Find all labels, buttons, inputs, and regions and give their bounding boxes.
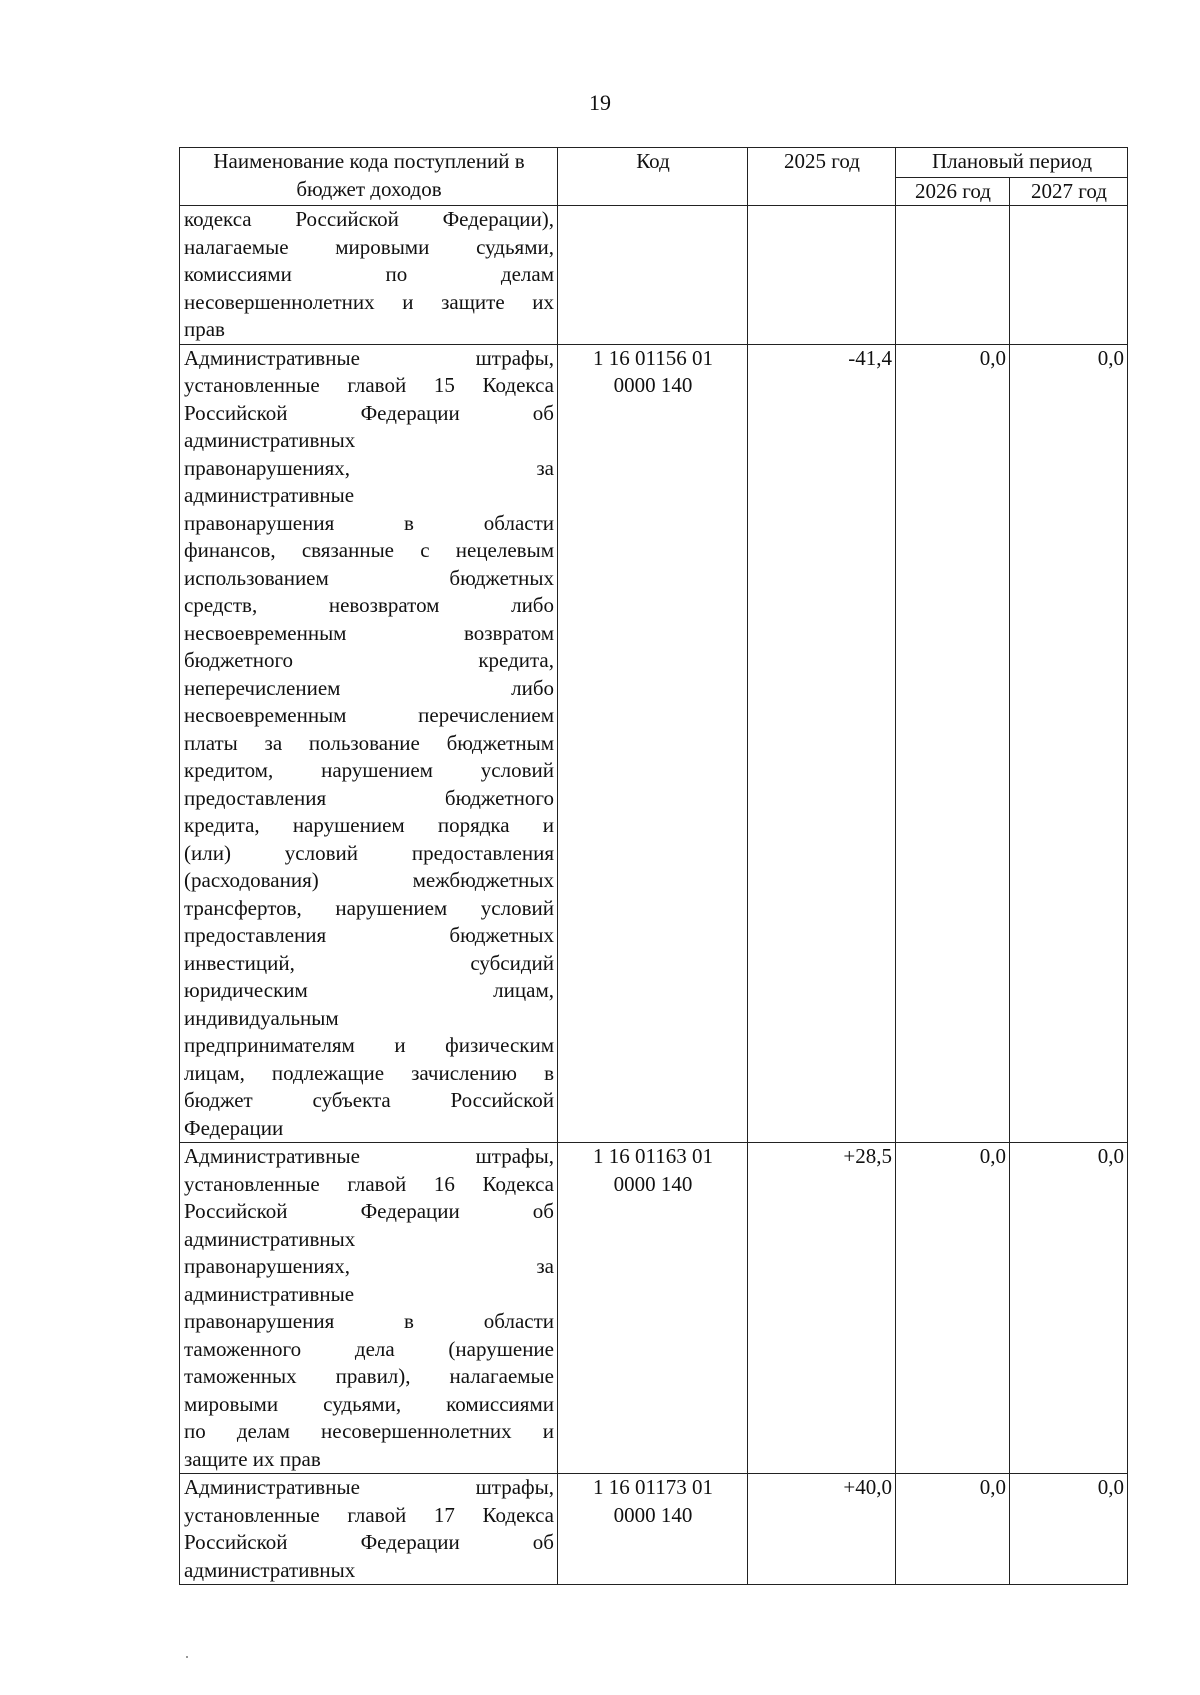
- header-code: Код: [558, 148, 748, 206]
- name-line: бюджет субъекта Российской: [184, 1088, 554, 1112]
- name-line: платы за пользование бюджетным: [184, 730, 554, 755]
- row-code: [558, 1474, 748, 1585]
- name-line: кредитом, нарушением условий: [184, 758, 554, 782]
- row-code: [558, 1143, 748, 1474]
- name-line: установленные главой 15 Кодекса: [184, 373, 554, 397]
- name-line: использованием бюджетных: [184, 565, 554, 590]
- name-line: предоставления бюджетного: [184, 785, 554, 810]
- row-2026: 0,0: [896, 1143, 1010, 1474]
- name-line: таможенного дела (нарушение: [184, 1336, 554, 1361]
- row-2026: 0,0: [896, 344, 1010, 1143]
- row-2025: -41,4: [748, 344, 896, 1143]
- name-line: кодекса Российской Федерации),: [184, 207, 554, 231]
- name-line: предпринимателям и физическим: [184, 1033, 554, 1057]
- page-number: 19: [589, 90, 611, 115]
- row-name: [180, 206, 558, 345]
- name-line: Административные штрафы,: [184, 1475, 554, 1499]
- name-line: установленные главой 17 Кодекса: [184, 1502, 554, 1527]
- name-line: таможенных правил), налагаемые: [184, 1364, 554, 1388]
- name-line: несвоевременным возвратом: [184, 620, 554, 645]
- name-line: правонарушениях, за: [184, 455, 554, 480]
- name-line: защите их прав: [184, 1446, 321, 1471]
- name-line: административных: [184, 428, 356, 452]
- table-row: [180, 206, 1128, 345]
- name-line: несвоевременным перечислением: [184, 703, 554, 727]
- row-code: [558, 206, 748, 345]
- name-line: правонарушениях, за: [184, 1254, 554, 1278]
- name-line: Российской Федерации об: [184, 400, 554, 425]
- row-name: [180, 1474, 558, 1585]
- name-line: несовершеннолетних и защите их: [184, 289, 554, 314]
- name-line: лицам, подлежащие зачислению в: [184, 1060, 554, 1085]
- row-2027: 0,0: [1010, 1143, 1128, 1474]
- name-line: административные: [184, 1281, 355, 1306]
- header-2026: 2026 год: [896, 178, 1010, 206]
- name-line: налагаемые мировыми судьями,: [184, 234, 554, 259]
- row-code: [558, 344, 748, 1143]
- name-line: бюджетного кредита,: [184, 648, 554, 672]
- header-name: Наименование кода поступлений в бюджет доходов: [180, 148, 558, 206]
- row-2026: [896, 206, 1010, 345]
- table-row: [180, 344, 1128, 1143]
- name-line: правонарушения в области: [184, 510, 554, 535]
- code-line: 1 16 01163 01: [593, 1144, 713, 1168]
- header-planned-period: Плановый период: [896, 148, 1128, 178]
- name-line: средств, невозвратом либо: [184, 593, 554, 617]
- name-line: индивидуальным: [184, 1005, 339, 1030]
- row-2027: [1010, 206, 1128, 345]
- name-line: административные: [184, 483, 355, 507]
- name-line: юридическим лицам,: [184, 978, 554, 1002]
- header-2025: 2025 год: [748, 148, 896, 206]
- row-2025: +40,0: [748, 1474, 896, 1585]
- row-2026: 0,0: [896, 1474, 1010, 1585]
- name-line: (расходования) межбюджетных: [184, 868, 554, 892]
- row-2027: 0,0: [1010, 344, 1128, 1143]
- name-line: по делам несовершеннолетних и: [184, 1419, 554, 1443]
- name-line: правонарушения в области: [184, 1309, 554, 1333]
- name-line: прав: [184, 317, 225, 341]
- name-line: предоставления бюджетных: [184, 923, 554, 947]
- code-line: 1 16 01173 01: [593, 1475, 713, 1499]
- row-name: [180, 1143, 558, 1474]
- name-line: Административные штрафы,: [184, 1144, 554, 1168]
- code-line: 1 16 01156 01: [593, 345, 713, 370]
- name-line: трансфертов, нарушением условий: [184, 895, 554, 920]
- row-name: [180, 344, 558, 1143]
- name-line: инвестиций, субсидий: [184, 950, 554, 975]
- name-line: Российской Федерации об: [184, 1530, 554, 1554]
- name-line: мировыми судьями, комиссиями: [184, 1391, 554, 1416]
- name-line: кредита, нарушением порядка и: [184, 813, 554, 837]
- row-2027: 0,0: [1010, 1474, 1128, 1585]
- name-line: Административные штрафы,: [184, 345, 554, 370]
- name-line: Федерации: [184, 1115, 284, 1140]
- row-2025: +28,5: [748, 1143, 896, 1474]
- name-line: комиссиями по делам: [184, 262, 554, 286]
- code-line: 0000 140: [613, 373, 693, 397]
- table-row: [180, 1143, 1128, 1474]
- revenue-table: [179, 147, 1128, 1585]
- name-line: административных: [184, 1557, 356, 1582]
- name-line: неперечислением либо: [184, 675, 554, 700]
- header-2027: 2027 год: [1010, 178, 1128, 206]
- name-line: (или) условий предоставления: [184, 840, 554, 865]
- name-line: финансов, связанные с нецелевым: [184, 538, 554, 562]
- code-line: 0000 140: [613, 1502, 693, 1527]
- name-line: административных: [184, 1226, 356, 1251]
- scan-speck: [186, 1656, 188, 1658]
- name-line: установленные главой 16 Кодекса: [184, 1171, 554, 1196]
- table-row: [180, 1474, 1128, 1585]
- name-line: Российской Федерации об: [184, 1199, 554, 1223]
- code-line: 0000 140: [613, 1171, 693, 1196]
- row-2025: [748, 206, 896, 345]
